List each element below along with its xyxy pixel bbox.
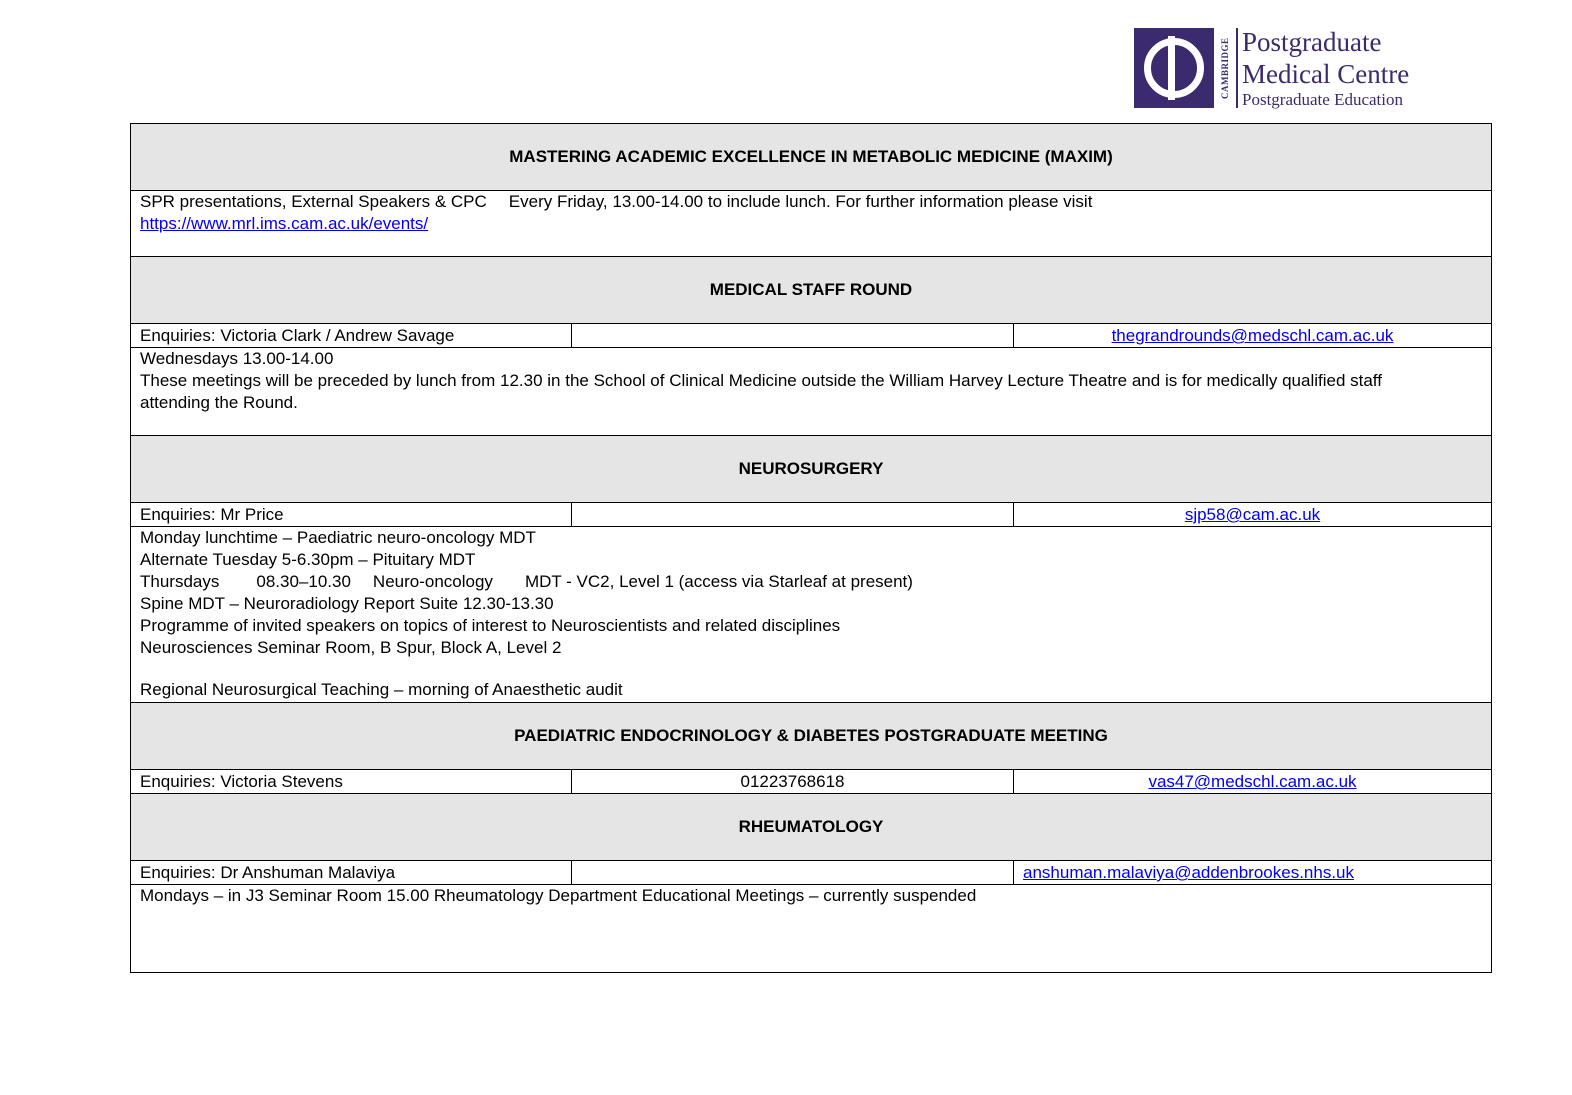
- thursdays-topic: Neuro-oncology: [372, 572, 493, 591]
- logo-vertical-text: CAMBRIDGE: [1220, 37, 1230, 99]
- phone-cell: [572, 324, 1014, 347]
- enquiries-cell: Enquiries: Dr Anshuman Malaviya: [131, 861, 572, 884]
- section-body-neurosurgery: [131, 527, 1491, 703]
- contact-row-neurosurgery: [131, 503, 1491, 527]
- logo-line-1: Postgraduate: [1242, 27, 1382, 57]
- body-line: Spine MDT – Neuroradiology Report Suite 12.30-13.30: [140, 594, 554, 613]
- section-header-maxim: MASTERING ACADEMIC EXCELLENCE IN METABOLIC MEDICINE (MAXIM): [131, 124, 1491, 191]
- body-line: Alternate Tuesday 5-6.30pm – Pituitary MDT: [140, 550, 476, 569]
- section-body-rheumatology: [131, 885, 1491, 972]
- blank-line: [140, 659, 1482, 679]
- enquiries-cell: Enquiries: Victoria Clark / Andrew Savage: [131, 324, 572, 347]
- section-body-maxim: [131, 191, 1491, 257]
- logo-line-3: Postgraduate Education: [1242, 90, 1403, 109]
- maxim-text-b: Every Friday, 13.00-14.00 to include lunch. For further information please visit: [508, 192, 1093, 211]
- body-line-thursdays: [140, 571, 1482, 593]
- email-link[interactable]: sjp58@cam.ac.uk: [1184, 505, 1321, 524]
- section-header-rheumatology: RHEUMATOLOGY: [131, 794, 1491, 861]
- logo-line-2: Medical Centre: [1242, 59, 1410, 89]
- enquiries-cell: Enquiries: Mr Price: [131, 503, 572, 526]
- pgmc-logo: [1134, 26, 1464, 112]
- maxim-events-link[interactable]: https://www.mrl.ims.cam.ac.uk/events/: [140, 214, 429, 233]
- thursdays-time: 08.30–10.30: [256, 572, 351, 591]
- phone-cell: [572, 861, 1014, 884]
- email-cell: [1014, 324, 1491, 347]
- section-header-neurosurgery: NEUROSURGERY: [131, 436, 1491, 503]
- thursdays-detail: MDT - VC2, Level 1 (access via Starleaf at present): [524, 572, 913, 591]
- section-body-medical-staff: [131, 348, 1491, 436]
- body-line: Wednesdays 13.00-14.00: [140, 349, 334, 368]
- pg-logo-icon: [1134, 28, 1214, 108]
- body-line: Programme of invited speakers on topics of interest to Neuroscientists and related disciplines: [140, 616, 841, 635]
- phone-cell: [572, 503, 1014, 526]
- body-line: Regional Neurosurgical Teaching – morning of Anaesthetic audit: [140, 680, 623, 699]
- email-cell: [1014, 503, 1491, 526]
- contact-row-medical-staff: [131, 324, 1491, 348]
- thursdays-day: Thursdays: [140, 572, 220, 591]
- logo-text: [1242, 26, 1409, 110]
- email-cell: [1014, 861, 1491, 884]
- email-link[interactable]: vas47@medschl.cam.ac.uk: [1148, 772, 1357, 791]
- enquiries-cell: Enquiries: Victoria Stevens: [131, 770, 572, 793]
- body-line: Monday lunchtime – Paediatric neuro-oncology MDT: [140, 528, 536, 547]
- logo-divider: [1236, 28, 1238, 108]
- meetings-table: [130, 123, 1492, 973]
- section-header-paediatric-endocrinology: PAEDIATRIC ENDOCRINOLOGY & DIABETES POSTGRADUATE MEETING: [131, 703, 1491, 770]
- section-header-medical-staff-round: MEDICAL STAFF ROUND: [131, 257, 1491, 324]
- body-line: Mondays – in J3 Seminar Room 15.00 Rheumatology Department Educational Meetings – currently suspended: [140, 886, 977, 905]
- contact-row-rheumatology: [131, 861, 1491, 885]
- email-cell: [1014, 770, 1491, 793]
- email-link[interactable]: thegrandrounds@medschl.cam.ac.uk: [1111, 326, 1394, 345]
- contact-row-paediatric: [131, 770, 1491, 794]
- phone-cell: 01223768618: [572, 770, 1014, 793]
- email-link[interactable]: anshuman.malaviya@addenbrookes.nhs.uk: [1023, 863, 1355, 882]
- body-line: These meetings will be preceded by lunch from 12.30 in the School of Clinical Medicine outside the William Harvey Lecture Theatre and is for medically qualified staff attending the Round.: [140, 371, 1382, 412]
- body-line: Neurosciences Seminar Room, B Spur, Block A, Level 2: [140, 638, 562, 657]
- maxim-text-a: SPR presentations, External Speakers & CPC: [140, 192, 487, 211]
